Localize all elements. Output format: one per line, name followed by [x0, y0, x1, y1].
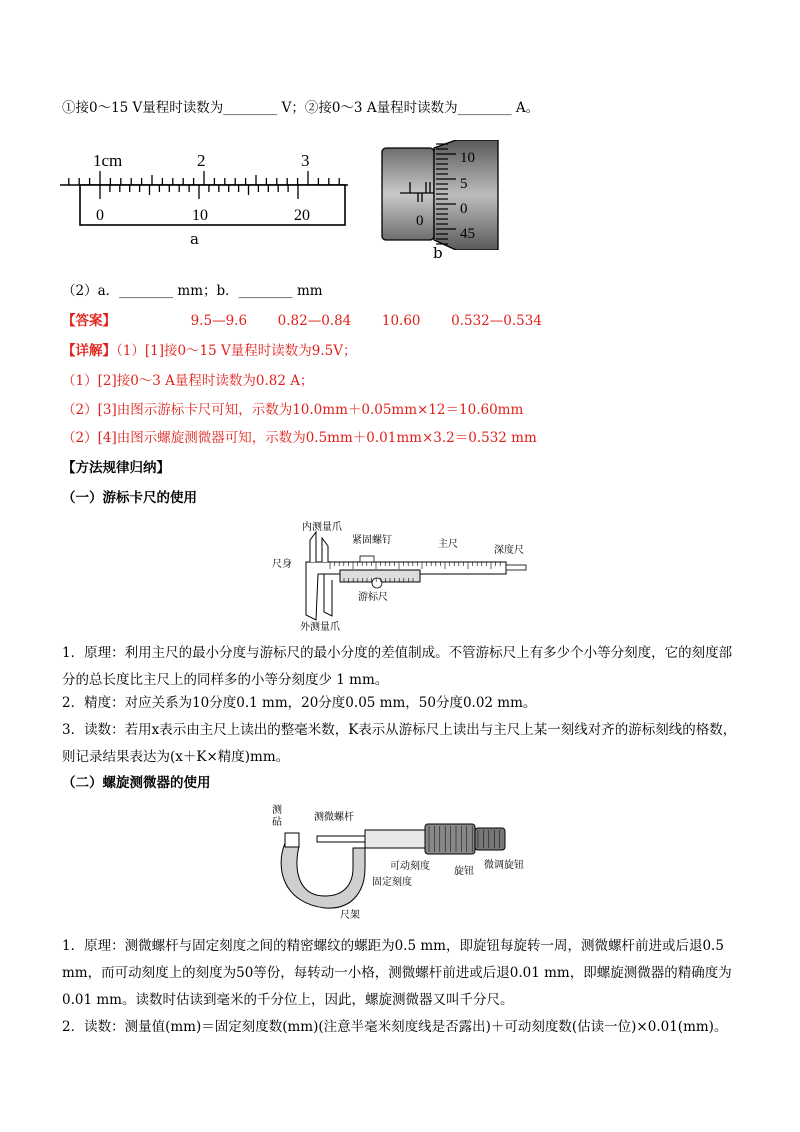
section-1-heading: （一）游标卡尺的使用 [62, 490, 197, 506]
sleeve-label-0: 0 [416, 213, 424, 229]
figure-b-caption: b [433, 244, 443, 262]
answer-value-1: 9.5—9.6 [190, 313, 248, 329]
fig2-label-spindle: 测微螺杆 [314, 812, 354, 823]
fig2-label-thimble-scale: 可动刻度 [390, 861, 430, 872]
fig2-label-frame: 尺架 [340, 910, 360, 921]
explanation-label: 【详解】 [62, 343, 116, 359]
main-scale-label-2: 2 [197, 151, 206, 170]
explanation-line-3: （2）[3]由图示游标卡尺可知，示数为10.0mm＋0.05mm×12＝10.60mm [62, 402, 524, 418]
fig2-label-sleeve-scale: 固定刻度 [372, 877, 412, 888]
fig1-label-locking-screw: 紧固螺钉 [352, 535, 392, 546]
vernier-label-10: 10 [192, 207, 208, 224]
thimble-label-0: 0 [460, 201, 468, 217]
fig2-label-knob: 旋钮 [454, 866, 474, 877]
fig1-label-main-scale: 主尺 [438, 539, 458, 550]
vernier-scale-figure [58, 148, 358, 258]
answer-label: 【答案】 [62, 313, 116, 329]
section-1-item-2: 2．精度：对应关系为10分度0.1 mm，20分度0.05 mm，50分度0.02 mm。 [62, 695, 537, 711]
fig1-label-vernier: 游标尺 [358, 592, 388, 603]
figure-a-caption: a [190, 230, 199, 248]
explanation-line-4: （2）[4]由图示螺旋测微器可知，示数为0.5mm＋0.01mm×3.2＝0.532 mm [62, 430, 537, 446]
explanation-text-1: （1）[1]接0～15 V量程时读数为9.5V； [116, 343, 357, 359]
fig2-label-ratchet: 微调旋钮 [484, 860, 524, 871]
answer-value-4: 0.532—0.534 [451, 313, 542, 329]
question-2-line: （2）a．________ mm；b．________ mm [62, 283, 323, 299]
fig2-label-anvil: 测砧 [272, 805, 282, 828]
section-2-heading: （二）螺旋测微器的使用 [62, 775, 211, 791]
section-1-item-3: 3．读数：若用x表示由主尺上读出的整毫米数，K表示从游标尺上读出与主尺上某一刻线对齐的游标刻线的格数，则记录结果表达为(x＋K×精度)mm。 [62, 722, 737, 765]
main-scale-label-3: 3 [301, 151, 310, 170]
vernier-label-20: 20 [294, 207, 310, 224]
vernier-label-0: 0 [96, 207, 104, 224]
section-2-item-2: 2．读数：测量值(mm)＝固定刻度数(mm)(注意半毫米刻度线是否露出)＋可动刻度数(估读一位)×0.01(mm)。 [62, 1019, 728, 1035]
vernier-caliper-illustration [280, 520, 530, 630]
micrometer-scale-figure [380, 140, 500, 250]
explanation-line-1 [62, 341, 357, 361]
method-heading: 【方法规律归纳】 [62, 460, 170, 476]
section-2-item-1: 1．原理：测微螺杆与固定刻度之间的精密螺纹的螺距为0.5 mm，即旋钮每旋转一周，测微螺杆前进或后退0.5 mm，而可动刻度上的刻度为50等份，每转动一小格，测微螺杆前进或后退0.01 mm，即螺旋测微器的精确度为0.01 mm。读数时估读到毫米的千分位上，因此，螺旋测微器又叫千分尺。 [62, 938, 732, 1008]
question-1-line: ①接0～15 V量程时读数为________ V；②接0～3 A量程时读数为________ A。 [62, 100, 540, 116]
thimble-label-45: 45 [460, 226, 475, 242]
main-scale-label-1: 1cm [93, 151, 123, 170]
section-1-item-1: 1．原理：利用主尺的最小分度与游标尺的最小分度的差值制成。不管游标尺上有多少个小等分刻度，它的刻度部分的总长度比主尺上的同样多的小等分刻度少 1 mm。 [62, 645, 733, 688]
answer-value-2: 0.82—0.84 [277, 313, 352, 329]
thimble-label-10: 10 [460, 150, 475, 166]
thimble-label-5: 5 [460, 176, 468, 192]
fig1-label-outer-jaws: 外测量爪 [300, 622, 340, 633]
fig1-label-body: 尺身 [272, 559, 292, 570]
explanation-line-2: （1）[2]接0～3 A量程时读数为0.82 A； [62, 373, 314, 389]
answer-value-3: 10.60 [381, 313, 421, 329]
fig1-label-inner-jaws: 内测量爪 [302, 522, 342, 533]
answer-row [62, 311, 542, 331]
fig1-label-depth-rod: 深度尺 [494, 545, 524, 556]
